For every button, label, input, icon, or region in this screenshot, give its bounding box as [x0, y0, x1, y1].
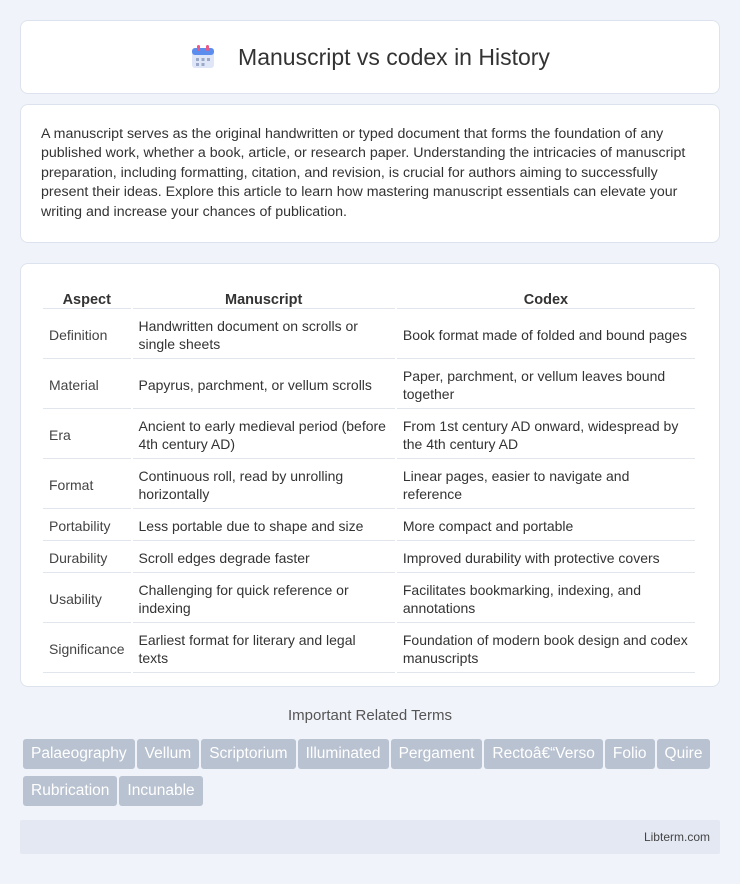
header-card	[20, 20, 720, 94]
intro-text: A manuscript serves as the original handwritten or typed document that forms the foundation of any published work, whether a book, article, or research paper. Understanding the intricacies of manuscript preparation, including formatting, citation, and revision, is crucial for authors aiming to successfully present their ideas. Explore this article to learn how mastering manuscript essentials can elevate your writing and increase your chances of publication.	[41, 126, 686, 220]
table-row	[43, 411, 695, 459]
aspect-cell: Format	[43, 461, 131, 509]
aspect-cell: Significance	[43, 625, 131, 673]
calendar-icon	[190, 44, 216, 70]
related-term-tag[interactable]: Quire	[657, 739, 711, 769]
related-term-tag[interactable]: Rectoâ€“Verso	[484, 739, 603, 769]
related-terms-title: Important Related Terms	[288, 707, 452, 724]
related-term-tag[interactable]: Pergament	[391, 739, 483, 769]
table-row	[43, 575, 695, 623]
aspect-cell: Definition	[43, 311, 131, 359]
header-manuscript: Manuscript	[133, 288, 395, 309]
related-term-tag[interactable]: Vellum	[137, 739, 200, 769]
aspect-cell: Durability	[43, 543, 131, 573]
codex-cell: More compact and portable	[397, 511, 695, 541]
related-term-tag[interactable]: Folio	[605, 739, 655, 769]
related-term-tag[interactable]: Incunable	[119, 776, 202, 806]
related-term-tag[interactable]: Illuminated	[298, 739, 389, 769]
header-codex: Codex	[397, 288, 695, 309]
manuscript-cell: Challenging for quick reference or indexing	[133, 575, 395, 623]
manuscript-cell: Papyrus, parchment, or vellum scrolls	[133, 361, 395, 409]
table-row	[43, 311, 695, 359]
footer-site-link[interactable]: Libterm.com	[643, 830, 710, 844]
comparison-table	[41, 286, 697, 675]
related-term-tag[interactable]: Palaeography	[23, 739, 135, 769]
aspect-cell: Material	[43, 361, 131, 409]
table-row	[43, 511, 695, 541]
codex-cell: Foundation of modern book design and codex manuscripts	[397, 625, 695, 673]
footer	[20, 820, 720, 854]
related-terms-list	[23, 739, 713, 813]
codex-cell: Book format made of folded and bound pages	[397, 311, 695, 359]
aspect-cell: Portability	[43, 511, 131, 541]
table-row	[43, 461, 695, 509]
related-term-tag[interactable]: Rubrication	[23, 776, 117, 806]
table-row	[43, 625, 695, 673]
manuscript-cell: Scroll edges degrade faster	[133, 543, 395, 573]
manuscript-cell: Less portable due to shape and size	[133, 511, 395, 541]
codex-cell: Paper, parchment, or vellum leaves bound together	[397, 361, 695, 409]
aspect-cell: Usability	[43, 575, 131, 623]
comparison-card	[20, 263, 720, 687]
intro-card	[20, 104, 720, 243]
codex-cell: Linear pages, easier to navigate and reference	[397, 461, 695, 509]
codex-cell: Facilitates bookmarking, indexing, and annotations	[397, 575, 695, 623]
related-term-tag[interactable]: Scriptorium	[201, 739, 295, 769]
header-aspect: Aspect	[43, 288, 131, 309]
aspect-cell: Era	[43, 411, 131, 459]
manuscript-cell: Continuous roll, read by unrolling horizontally	[133, 461, 395, 509]
table-row	[43, 543, 695, 573]
manuscript-cell: Ancient to early medieval period (before 4th century AD)	[133, 411, 395, 459]
codex-cell: Improved durability with protective covers	[397, 543, 695, 573]
manuscript-cell: Earliest format for literary and legal texts	[133, 625, 395, 673]
manuscript-cell: Handwritten document on scrolls or single sheets	[133, 311, 395, 359]
page-title: Manuscript vs codex in History	[238, 43, 550, 70]
table-row	[43, 361, 695, 409]
codex-cell: From 1st century AD onward, widespread by the 4th century AD	[397, 411, 695, 459]
